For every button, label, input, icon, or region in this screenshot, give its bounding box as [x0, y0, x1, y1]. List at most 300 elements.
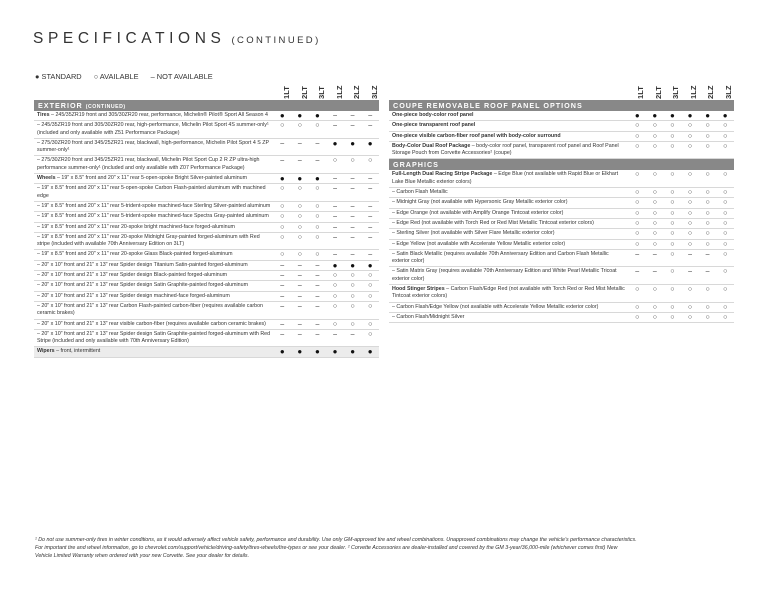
spec-row	[389, 250, 734, 268]
availability-not-available-1lz: –	[333, 251, 337, 259]
availability-not-available-2lt: –	[297, 272, 302, 280]
spec-row	[34, 111, 379, 121]
availability-standard-1lt: ●	[279, 174, 285, 184]
availability-available-3lz: ○	[723, 230, 728, 238]
availability-available-2lt: ○	[297, 223, 302, 231]
availability-available-1lt: ○	[635, 189, 640, 197]
availability-standard-2lz: ●	[705, 111, 711, 120]
availability-standard-1lt: ●	[279, 111, 285, 120]
availability-available-2lz: ○	[705, 189, 710, 197]
spec-row	[34, 271, 379, 281]
availability-available-1lz: ○	[687, 209, 693, 217]
availability-available-1lt: ○	[635, 142, 640, 150]
spec-label: – 19" x 8.5" front and 20" x 11" rear 20-spoke Midnight Gray-painted forged-aluminum with Red stripe (included with available 70th Anniversary Edition on 3LT)	[37, 233, 260, 248]
availability-standard-1lz: ●	[332, 260, 338, 270]
spec-row	[389, 170, 734, 188]
spec-label: Hood Stinger Stripes – Carbon Flash/Edge Red (not available with Torch Red or Red Mist Metallic Tintcoat exterior colors)	[392, 286, 625, 300]
availability-available-2lt: ○	[652, 313, 657, 321]
spec-row	[34, 281, 379, 291]
availability-available-3lz: ○	[723, 313, 728, 321]
page-title	[33, 30, 321, 48]
availability-available-2lt: ○	[652, 303, 657, 311]
availability-available-3lt: ○	[315, 233, 320, 241]
availability-not-available-2lz: –	[350, 233, 355, 241]
availability-not-available-3lt: –	[315, 272, 320, 280]
availability-available-3lt: ○	[670, 313, 675, 321]
availability-not-available-2lz: –	[705, 268, 710, 276]
availability-available-1lz: ○	[332, 282, 338, 290]
legend-available: ○ AVAILABLE	[93, 72, 139, 81]
availability-available-3lz: ○	[368, 157, 373, 165]
availability-available-3lz: ○	[723, 240, 728, 248]
spec-row	[389, 188, 734, 198]
spec-label: – Carbon Flash/Midnight Silver	[392, 313, 465, 320]
availability-standard-2lz: ●	[350, 138, 356, 148]
availability-available-3lz: ○	[723, 122, 728, 130]
availability-available-3lz: ○	[723, 132, 728, 140]
spec-row	[34, 223, 379, 233]
availability-available-1lz: ○	[687, 240, 693, 248]
spec-label: – 20" x 10" front and 21" x 13" rear Spider design machined-face forged-aluminum	[37, 292, 230, 299]
availability-available-2lz: ○	[705, 122, 710, 130]
availability-available-3lz: ○	[723, 303, 728, 311]
availability-standard-3lt: ●	[315, 111, 320, 120]
availability-standard-1lz: ●	[332, 347, 338, 357]
availability-available-3lz: ○	[368, 292, 373, 300]
availability-available-1lt: ○	[635, 303, 640, 311]
spec-label: – 19" x 8.5" front and 20" x 11" rear 20-spoke bright machined-face forged-aluminum	[37, 223, 235, 230]
availability-not-available-2lz: –	[705, 250, 710, 258]
availability-available-1lt: ○	[280, 233, 285, 241]
spec-label: – 20" x 10" front and 21" x 13" rear Spider design Black-painted forged-aluminum	[37, 272, 228, 279]
availability-not-available-2lz: –	[350, 122, 355, 130]
spec-label: – 20" x 10" front and 21" x 13" rear visible carbon-fiber (requires available carbon ceramic brakes)	[37, 320, 266, 327]
availability-available-2lt: ○	[297, 233, 302, 241]
availability-available-3lz: ○	[368, 320, 373, 328]
availability-available-1lz: ○	[687, 132, 693, 140]
availability-standard-3lt: ●	[670, 111, 675, 120]
availability-available-3lt: ○	[670, 132, 675, 140]
spec-row	[34, 174, 379, 184]
availability-available-2lz: ○	[705, 303, 710, 311]
availability-available-3lt: ○	[315, 202, 320, 210]
availability-available-2lz: ○	[350, 272, 355, 280]
spec-label: – Edge Orange (not available with Amplify Orange Tintcoat exterior color)	[392, 209, 564, 216]
spec-label: – Satin Matrix Gray (requires available 70th Anniversary Edition and White Pearl Metallic Tricoat exterior color)	[392, 268, 617, 282]
section-graphics-title: GRAPHICS	[393, 160, 439, 170]
availability-available-1lz: ○	[687, 189, 693, 197]
availability-available-3lz: ○	[368, 302, 373, 310]
availability-not-available-1lt: –	[280, 292, 285, 300]
footnotes	[35, 536, 735, 560]
availability-not-available-2lt: –	[297, 282, 302, 290]
spec-label: – 19" x 8.5" front and 20" x 11" rear 5-trident-spoke machined-face Sterling Silver-painted aluminum	[37, 202, 271, 209]
spec-row	[34, 121, 379, 139]
availability-not-available-1lt: –	[280, 139, 285, 147]
availability-available-3lz: ○	[723, 171, 728, 179]
section-exterior-sub: (CONTINUED)	[85, 104, 126, 110]
availability-available-3lt: ○	[315, 122, 320, 130]
availability-available-2lz: ○	[705, 313, 710, 321]
availability-standard-1lt: ●	[279, 347, 285, 357]
availability-not-available-2lt: –	[297, 320, 302, 328]
availability-not-available-3lz: –	[368, 122, 373, 130]
availability-not-available-1lz: –	[688, 250, 692, 258]
spec-row	[34, 347, 379, 357]
availability-available-1lt: ○	[280, 213, 285, 221]
availability-not-available-1lz: –	[333, 213, 337, 221]
title-sub: (CONTINUED)	[231, 35, 321, 46]
availability-available-2lz: ○	[705, 219, 710, 227]
availability-available-3lz: ○	[723, 189, 728, 197]
availability-available-1lt: ○	[280, 202, 285, 210]
availability-available-2lz: ○	[350, 282, 355, 290]
availability-not-available-1lt: –	[280, 302, 285, 310]
availability-available-2lt: ○	[652, 132, 657, 140]
availability-available-1lt: ○	[280, 122, 285, 130]
availability-not-available-1lt: –	[280, 272, 285, 280]
availability-standard-3lz: ●	[367, 138, 373, 148]
spec-row	[389, 240, 734, 250]
spec-label: – Edge Red (not available with Torch Red or Red Mist Metallic Tintcoat exterior colors)	[392, 219, 594, 226]
spec-row	[389, 313, 734, 323]
availability-available-1lz: ○	[332, 302, 338, 310]
spec-row	[34, 330, 379, 348]
availability-available-2lt: ○	[652, 199, 657, 207]
availability-available-3lt: ○	[670, 209, 675, 217]
availability-available-3lt: ○	[670, 268, 675, 276]
spec-row	[389, 229, 734, 239]
availability-not-available-3lt: –	[315, 282, 320, 290]
availability-available-3lt: ○	[670, 199, 675, 207]
availability-available-2lt: ○	[652, 209, 657, 217]
availability-not-available-1lz: –	[333, 185, 337, 193]
availability-standard-3lz: ●	[367, 260, 373, 270]
availability-available-2lz: ○	[350, 157, 355, 165]
availability-not-available-2lt: –	[297, 157, 302, 165]
footnote-3: Vehicle Limited Warranty when ordered with your new Corvette. See your dealer for details.	[35, 553, 250, 559]
spec-label: – Sterling Silver (not available with Silver Flare Metallic exterior color)	[392, 230, 555, 237]
availability-available-3lz: ○	[723, 250, 728, 258]
exterior-panel	[34, 100, 379, 358]
availability-not-available-1lt: –	[280, 330, 285, 338]
availability-not-available-2lt: –	[297, 139, 302, 147]
availability-not-available-2lt: –	[297, 292, 302, 300]
legend-not-available: – NOT AVAILABLE	[150, 72, 213, 81]
availability-available-2lz: ○	[705, 132, 710, 140]
spec-row	[34, 302, 379, 320]
footnote-2: For important tire and wheel information, go to chevrolet.com/support/vehicle/driving-safety/tires-wheels/tire-types or see your dealer. ² Corvette Accessories are dealer-installed and covered by the GM 3-year/36,000-mile (whichever comes first) New	[35, 545, 618, 551]
availability-not-available-2lz: –	[350, 112, 355, 119]
spec-label: – Midnight Gray (not available with Hypersonic Gray Metallic exterior color)	[392, 199, 568, 206]
availability-not-available-2lz: –	[350, 185, 355, 193]
availability-available-1lz: ○	[332, 292, 338, 300]
spec-row	[389, 303, 734, 313]
availability-available-2lt: ○	[652, 230, 657, 238]
availability-not-available-3lz: –	[368, 112, 373, 119]
availability-available-3lt: ○	[315, 213, 320, 221]
availability-standard-3lz: ●	[722, 111, 728, 120]
availability-not-available-1lz: –	[333, 175, 337, 183]
availability-not-available-1lt: –	[280, 282, 285, 290]
availability-available-1lz: ○	[687, 171, 693, 179]
availability-available-2lt: ○	[297, 202, 302, 210]
spec-label: – 20" x 10" front and 21" x 13" rear Spider design Titanium Satin-painted forged-aluminum	[37, 261, 248, 268]
availability-not-available-3lt: –	[315, 292, 320, 300]
availability-standard-3lt: ●	[315, 347, 320, 357]
section-exterior	[34, 100, 379, 111]
availability-available-1lt: ○	[635, 240, 640, 248]
spec-label: – Carbon Flash/Edge Yellow (not available with Accelerate Yellow Metallic exterior color)	[392, 303, 599, 310]
availability-available-1lz: ○	[332, 157, 338, 165]
availability-not-available-2lz: –	[350, 251, 355, 259]
spec-row	[34, 261, 379, 271]
spec-label: – 275/30ZR20 front and 345/25ZR21 rear, blackwall, high-performance, Michelin Pilot Sport 4 S ZP summer-only¹	[37, 139, 269, 154]
availability-available-3lt: ○	[670, 303, 675, 311]
availability-not-available-1lz: –	[333, 223, 337, 231]
availability-not-available-1lz: –	[333, 330, 337, 338]
availability-available-2lz: ○	[350, 292, 355, 300]
spec-label: One-piece transparent roof panel	[392, 122, 476, 129]
availability-available-1lt: ○	[280, 223, 285, 231]
availability-not-available-1lz: –	[333, 122, 337, 130]
availability-not-available-2lz: –	[350, 213, 355, 221]
availability-available-1lt: ○	[635, 171, 640, 179]
spec-row	[34, 202, 379, 212]
section-exterior-title: EXTERIOR	[38, 101, 83, 110]
availability-standard-2lz: ●	[350, 260, 356, 270]
availability-standard-2lt: ●	[652, 111, 658, 120]
availability-available-2lz: ○	[705, 286, 710, 294]
availability-standard-2lt: ●	[297, 174, 303, 184]
legend	[35, 72, 223, 81]
spec-label: – Edge Yellow (not available with Accelerate Yellow Metallic exterior color)	[392, 240, 566, 247]
availability-available-1lt: ○	[280, 251, 285, 259]
spec-row	[34, 184, 379, 202]
availability-standard-1lt: ●	[634, 111, 640, 120]
availability-available-2lt: ○	[297, 185, 302, 193]
availability-not-available-3lz: –	[368, 223, 373, 231]
spec-label: – 275/30ZR20 front and 345/25ZR21 rear, blackwall, Michelin Pilot Sport Cup 2 R ZP ultra-high performance summer-only¹ (included and only available with Z07 Performance Package)	[37, 157, 260, 171]
availability-not-available-1lt: –	[280, 320, 285, 328]
availability-available-3lt: ○	[670, 189, 675, 197]
spec-row	[34, 212, 379, 222]
availability-standard-1lz: ●	[332, 138, 338, 148]
availability-not-available-2lz: –	[350, 223, 355, 231]
availability-not-available-3lz: –	[368, 251, 373, 259]
availability-not-available-2lt: –	[297, 261, 302, 269]
spec-label: One-piece body-color roof panel	[392, 112, 474, 118]
spec-label: Wheels – 19" x 8.5" front and 20" x 11" rear 5-open-spoke Bright Silver-painted aluminum	[37, 175, 247, 182]
availability-not-available-2lt: –	[652, 250, 657, 258]
availability-not-available-2lt: –	[652, 268, 657, 276]
spec-label: One-piece visible carbon-fiber roof panel with body-color surround	[392, 132, 561, 139]
availability-available-3lt: ○	[670, 171, 675, 179]
availability-standard-2lz: ●	[350, 347, 356, 357]
availability-available-1lz: ○	[687, 303, 693, 311]
availability-available-1lt: ○	[635, 122, 640, 130]
availability-available-3lt: ○	[315, 185, 320, 193]
availability-available-3lz: ○	[723, 199, 728, 207]
availability-available-1lz: ○	[687, 313, 693, 321]
availability-available-2lt: ○	[297, 213, 302, 221]
spec-label: Full-Length Dual Racing Stripe Package – Edge Blue (not available with Rapid Blue or Elkhart Lake Blue Metallic exterior colors)	[392, 171, 619, 185]
availability-not-available-1lt: –	[280, 261, 285, 269]
availability-available-1lz: ○	[687, 230, 693, 238]
spec-row	[389, 285, 734, 303]
availability-available-3lt: ○	[670, 142, 675, 150]
spec-row	[389, 142, 734, 160]
availability-available-1lz: ○	[332, 272, 338, 280]
availability-available-3lz: ○	[723, 286, 728, 294]
spec-label: – 19" x 8.5" front and 20" x 11" rear 5-trident-spoke machined-face Spectra Gray-painted aluminum	[37, 213, 269, 220]
footnote-1: ¹ Do not use summer-only tires in winter conditions, as it would adversely affect vehicle safety, performance and durability. Use only GM-approved tire and wheel combinations. Unapproved combinations may change the vehicle’s performance characteristics.	[35, 537, 637, 543]
availability-available-3lt: ○	[670, 122, 675, 130]
section-roof-title: COUPE REMOVABLE ROOF PANEL OPTIONS	[393, 101, 583, 110]
availability-not-available-1lt: –	[635, 250, 640, 258]
spec-label: Wipers – front, intermittent	[37, 348, 101, 355]
availability-available-3lt: ○	[670, 230, 675, 238]
availability-not-available-3lz: –	[368, 213, 373, 221]
spec-row	[389, 132, 734, 142]
availability-available-3lt: ○	[670, 286, 675, 294]
spec-row	[34, 320, 379, 330]
spec-row	[34, 292, 379, 302]
spec-label: – 20" x 10" front and 21" x 13" rear Spider design Satin Graphite-painted forged-aluminum with Red Stripe (included and only available with 70th Anniversary Edition)	[37, 330, 271, 345]
availability-available-3lz: ○	[723, 268, 728, 276]
availability-not-available-3lt: –	[315, 320, 320, 328]
spec-row	[389, 219, 734, 229]
availability-available-1lz: ○	[687, 142, 693, 150]
availability-not-available-1lt: –	[635, 268, 640, 276]
availability-not-available-2lz: –	[350, 330, 355, 338]
spec-row	[389, 198, 734, 208]
availability-available-2lz: ○	[350, 320, 355, 328]
availability-available-1lz: ○	[687, 219, 693, 227]
availability-available-3lz: ○	[368, 330, 373, 338]
availability-not-available-3lt: –	[315, 157, 320, 165]
availability-available-3lz: ○	[368, 282, 373, 290]
availability-available-3lt: ○	[670, 250, 675, 258]
availability-available-1lt: ○	[635, 209, 640, 217]
section-roof	[389, 100, 734, 111]
availability-not-available-2lt: –	[297, 330, 302, 338]
availability-available-2lz: ○	[350, 302, 355, 310]
availability-available-2lt: ○	[652, 142, 657, 150]
spec-label: Body-Color Dual Roof Package – body-color roof panel, transparent roof panel and Roof Panel Storage Pouch from Corvette Accessories² (coupe)	[392, 142, 619, 157]
availability-available-1lt: ○	[635, 313, 640, 321]
availability-not-available-1lz: –	[688, 268, 692, 276]
spec-label: – Carbon Flash Metallic	[392, 189, 448, 196]
availability-standard-1lz: ●	[687, 111, 693, 120]
availability-available-1lt: ○	[280, 185, 285, 193]
availability-available-2lz: ○	[705, 230, 710, 238]
availability-available-1lt: ○	[635, 132, 640, 140]
availability-available-3lt: ○	[670, 240, 675, 248]
spec-label: – 20" x 10" front and 21" x 13" rear Spider design Satin Graphite-painted forged-aluminum	[37, 282, 248, 289]
availability-available-2lt: ○	[652, 171, 657, 179]
availability-not-available-1lz: –	[333, 233, 337, 241]
availability-standard-2lt: ●	[297, 111, 303, 120]
spec-label: – Satin Black Metallic (requires available 70th Anniversary Edition and Carbon Flash Metallic exterior color)	[392, 250, 609, 265]
availability-not-available-1lz: –	[333, 202, 337, 210]
availability-available-1lz: ○	[332, 320, 338, 328]
spec-label: – 19" x 8.5" front and 20" x 11" rear 20-spoke Glass Black-painted forged-aluminum	[37, 251, 233, 258]
availability-not-available-3lt: –	[315, 261, 320, 269]
spec-label: Tires – 245/35ZR19 front and 305/30ZR20 rear, performance, Michelin® Pilot® Sport All Season 4	[37, 112, 268, 118]
availability-standard-2lt: ●	[297, 347, 303, 357]
spec-row	[389, 209, 734, 219]
availability-available-2lt: ○	[652, 219, 657, 227]
spec-row	[389, 121, 734, 131]
availability-standard-3lz: ●	[367, 347, 373, 357]
availability-not-available-1lt: –	[280, 157, 285, 165]
spec-row	[34, 139, 379, 157]
availability-available-3lt: ○	[670, 219, 675, 227]
availability-available-1lt: ○	[635, 199, 640, 207]
spec-label: – 245/35ZR19 front and 305/30ZR20 rear, high-performance, Michelin Pilot Sport 4S summer-only¹ (included and only available with Z51 Performance Package)	[37, 122, 269, 136]
availability-available-2lt: ○	[297, 251, 302, 259]
availability-not-available-2lz: –	[350, 175, 355, 183]
spec-row	[389, 111, 734, 121]
legend-standard: ● STANDARD	[35, 72, 82, 81]
availability-standard-3lt: ●	[315, 174, 320, 184]
availability-available-2lz: ○	[705, 209, 710, 217]
section-graphics	[389, 159, 734, 170]
availability-not-available-3lz: –	[368, 175, 373, 183]
availability-available-1lt: ○	[635, 230, 640, 238]
availability-available-3lz: ○	[368, 272, 373, 280]
spec-label: – 19" x 8.5" front and 20" x 11" rear 5-open-spoke Carbon Flash-painted aluminum with machined edge	[37, 185, 266, 199]
availability-available-2lt: ○	[652, 286, 657, 294]
availability-available-3lz: ○	[723, 209, 728, 217]
availability-available-2lt: ○	[652, 240, 657, 248]
availability-available-1lt: ○	[635, 219, 640, 227]
availability-available-1lz: ○	[687, 122, 693, 130]
availability-available-2lz: ○	[705, 142, 710, 150]
availability-not-available-3lz: –	[368, 185, 373, 193]
availability-not-available-3lt: –	[315, 302, 320, 310]
availability-available-3lz: ○	[723, 142, 728, 150]
availability-available-3lt: ○	[315, 251, 320, 259]
availability-available-3lz: ○	[723, 219, 728, 227]
spec-label: – 20" x 10" front and 21" x 13" rear Carbon Flash-painted carbon-fiber (requires available carbon ceramic brakes)	[37, 302, 263, 317]
availability-available-2lz: ○	[705, 171, 710, 179]
availability-available-2lt: ○	[652, 189, 657, 197]
availability-available-1lz: ○	[687, 199, 693, 207]
availability-not-available-3lt: –	[315, 139, 320, 147]
spec-row	[34, 156, 379, 174]
spec-row	[34, 233, 379, 251]
roof-graphics-panel	[389, 100, 734, 323]
spec-row	[389, 267, 734, 285]
availability-available-2lz: ○	[705, 240, 710, 248]
spec-row	[34, 250, 379, 260]
availability-not-available-3lz: –	[368, 202, 373, 210]
availability-available-1lz: ○	[687, 286, 693, 294]
availability-available-2lt: ○	[652, 122, 657, 130]
availability-not-available-2lz: –	[350, 202, 355, 210]
availability-available-1lt: ○	[635, 286, 640, 294]
title-text: SPECIFICATIONS	[33, 30, 226, 47]
availability-not-available-1lz: –	[333, 112, 337, 119]
availability-available-2lt: ○	[297, 122, 302, 130]
availability-available-2lz: ○	[705, 199, 710, 207]
availability-not-available-3lt: –	[315, 330, 320, 338]
availability-not-available-3lz: –	[368, 233, 373, 241]
availability-available-3lt: ○	[315, 223, 320, 231]
availability-not-available-2lt: –	[297, 302, 302, 310]
